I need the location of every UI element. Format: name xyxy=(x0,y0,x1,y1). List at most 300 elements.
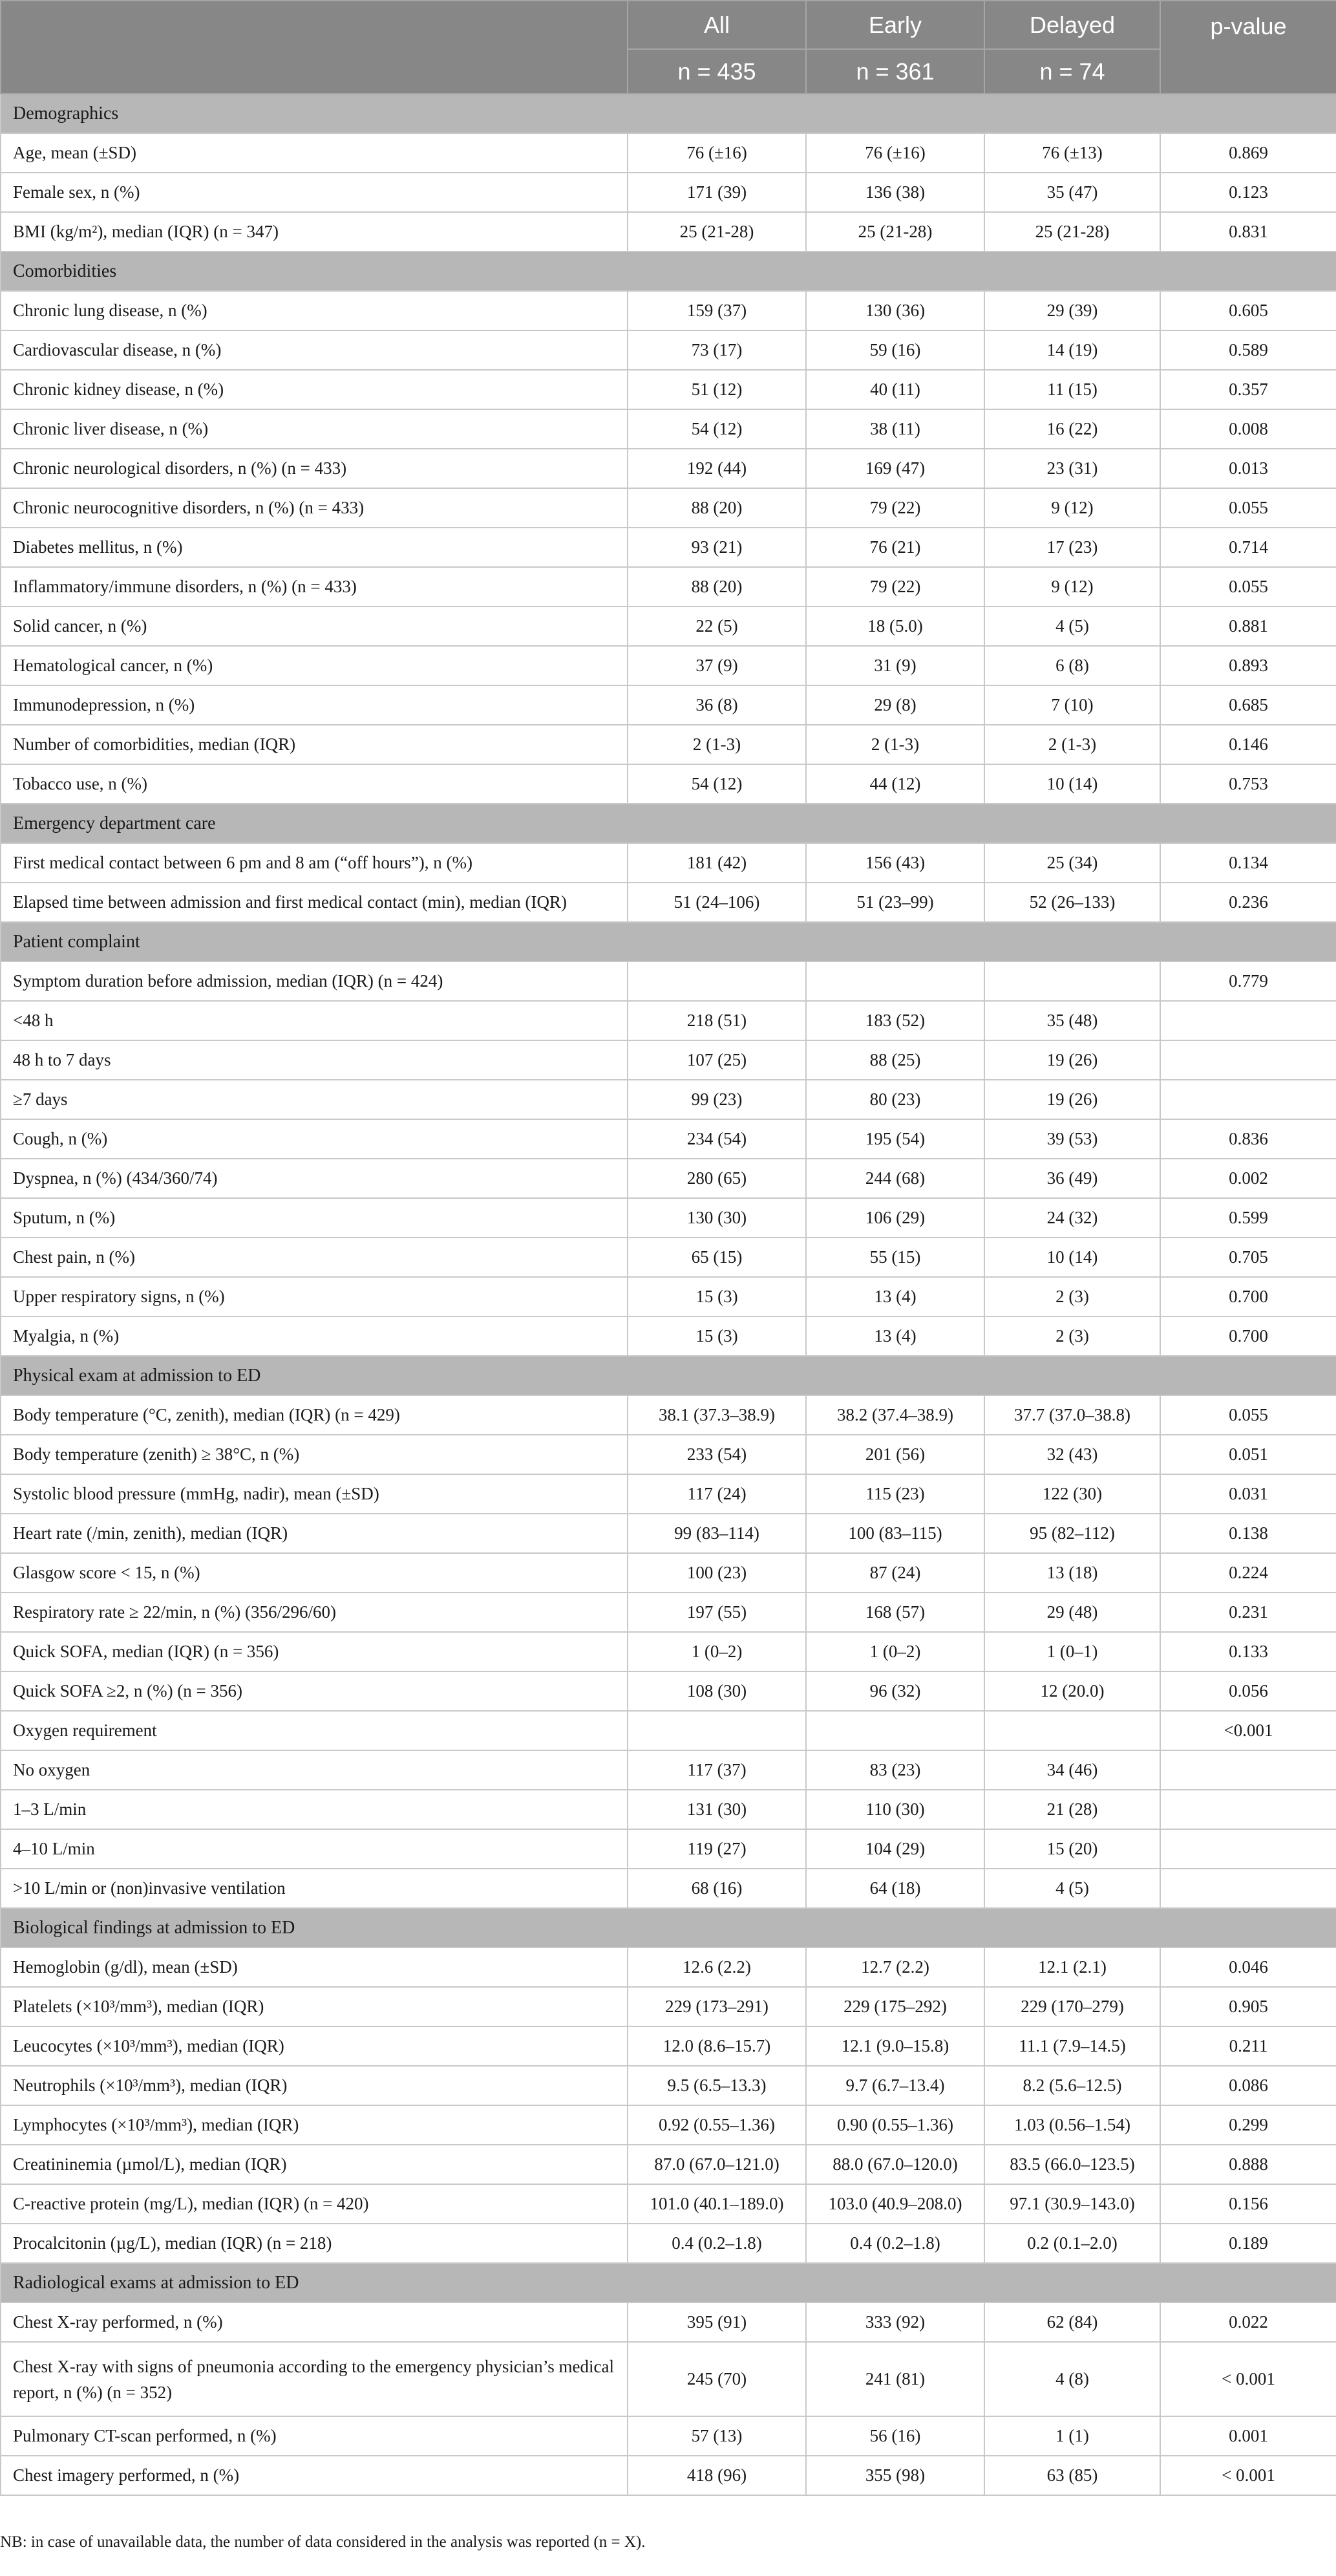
value-p: 0.700 xyxy=(1160,1277,1336,1316)
value-early: 51 (23–99) xyxy=(806,883,984,922)
value-p: 0.211 xyxy=(1160,2026,1336,2066)
value-all: 36 (8) xyxy=(628,685,806,725)
value-delayed: 14 (19) xyxy=(984,330,1160,370)
value-p: 0.869 xyxy=(1160,133,1336,173)
row-label: Chest pain, n (%) xyxy=(1,1238,628,1277)
row-label: Cough, n (%) xyxy=(1,1119,628,1159)
table-row xyxy=(1,133,1336,173)
value-delayed: 17 (23) xyxy=(984,528,1160,567)
value-delayed: 13 (18) xyxy=(984,1553,1160,1593)
value-p xyxy=(1160,1750,1336,1790)
section-title: Comorbidities xyxy=(1,252,1336,291)
table-row xyxy=(1,1829,1336,1869)
table-row xyxy=(1,961,1336,1001)
value-delayed: 6 (8) xyxy=(984,646,1160,685)
value-delayed: 76 (±13) xyxy=(984,133,1160,173)
value-p: <0.001 xyxy=(1160,1711,1336,1750)
value-all: 93 (21) xyxy=(628,528,806,567)
value-early: 40 (11) xyxy=(806,370,984,409)
value-all: 119 (27) xyxy=(628,1829,806,1869)
value-all: 25 (21-28) xyxy=(628,212,806,252)
value-delayed: 1.03 (0.56–1.54) xyxy=(984,2105,1160,2145)
value-p: 0.753 xyxy=(1160,764,1336,804)
value-all: 171 (39) xyxy=(628,173,806,212)
value-delayed: 29 (48) xyxy=(984,1593,1160,1632)
table-row xyxy=(1,1277,1336,1316)
table-row xyxy=(1,2145,1336,2184)
row-label: ≥7 days xyxy=(1,1080,628,1119)
value-delayed xyxy=(984,1711,1160,1750)
value-all: 0.4 (0.2–1.8) xyxy=(628,2224,806,2263)
table-row xyxy=(1,606,1336,646)
value-delayed: 21 (28) xyxy=(984,1790,1160,1829)
row-label: Tobacco use, n (%) xyxy=(1,764,628,804)
value-all xyxy=(628,961,806,1001)
value-p: 0.599 xyxy=(1160,1198,1336,1238)
value-p: 0.231 xyxy=(1160,1593,1336,1632)
value-p: 0.001 xyxy=(1160,2416,1336,2456)
row-label: No oxygen xyxy=(1,1750,628,1790)
value-all: 197 (55) xyxy=(628,1593,806,1632)
value-delayed: 9 (12) xyxy=(984,488,1160,528)
table-row xyxy=(1,1553,1336,1593)
value-early: 31 (9) xyxy=(806,646,984,685)
value-delayed: 4 (8) xyxy=(984,2342,1160,2416)
row-label: Leucocytes (×10³/mm³), median (IQR) xyxy=(1,2026,628,2066)
value-p: 0.705 xyxy=(1160,1238,1336,1277)
table-row xyxy=(1,1474,1336,1514)
row-label: Female sex, n (%) xyxy=(1,173,628,212)
table-row xyxy=(1,528,1336,567)
value-early: 9.7 (6.7–13.4) xyxy=(806,2066,984,2105)
table-row xyxy=(1,212,1336,252)
value-delayed: 10 (14) xyxy=(984,764,1160,804)
table-row xyxy=(1,1750,1336,1790)
value-delayed: 19 (26) xyxy=(984,1080,1160,1119)
value-p: 0.013 xyxy=(1160,449,1336,488)
row-label: Solid cancer, n (%) xyxy=(1,606,628,646)
value-delayed: 32 (43) xyxy=(984,1435,1160,1474)
header-early: Early xyxy=(806,1,984,49)
row-label: Chest X-ray with signs of pneumonia according to the emergency physician’s medical report, n (%) (n = 352) xyxy=(1,2342,628,2416)
value-early: 201 (56) xyxy=(806,1435,984,1474)
value-early: 88 (25) xyxy=(806,1040,984,1080)
value-p: 0.189 xyxy=(1160,2224,1336,2263)
value-delayed: 2 (3) xyxy=(984,1316,1160,1356)
value-all: 54 (12) xyxy=(628,409,806,449)
value-delayed: 36 (49) xyxy=(984,1159,1160,1198)
value-all: 15 (3) xyxy=(628,1277,806,1316)
value-p: 0.685 xyxy=(1160,685,1336,725)
value-early: 80 (23) xyxy=(806,1080,984,1119)
value-delayed: 25 (21-28) xyxy=(984,212,1160,252)
value-early: 241 (81) xyxy=(806,2342,984,2416)
value-all: 88 (20) xyxy=(628,567,806,606)
table-row xyxy=(1,2184,1336,2224)
value-delayed: 12.1 (2.1) xyxy=(984,1948,1160,1987)
value-early: 44 (12) xyxy=(806,764,984,804)
value-delayed: 2 (1-3) xyxy=(984,725,1160,764)
value-early xyxy=(806,1711,984,1750)
row-label: >10 L/min or (non)invasive ventilation xyxy=(1,1869,628,1908)
table-row xyxy=(1,488,1336,528)
table-row xyxy=(1,1632,1336,1671)
value-all: 1 (0–2) xyxy=(628,1632,806,1671)
value-early: 168 (57) xyxy=(806,1593,984,1632)
table-row xyxy=(1,1316,1336,1356)
section-header-row xyxy=(1,2263,1336,2302)
value-p: < 0.001 xyxy=(1160,2342,1336,2416)
value-p: 0.905 xyxy=(1160,1987,1336,2026)
value-early: 115 (23) xyxy=(806,1474,984,1514)
section-title: Physical exam at admission to ED xyxy=(1,1356,1336,1395)
table-row xyxy=(1,2224,1336,2263)
value-early: 1 (0–2) xyxy=(806,1632,984,1671)
table-row xyxy=(1,291,1336,330)
value-all: 418 (96) xyxy=(628,2456,806,2495)
value-all xyxy=(628,1711,806,1750)
table-row xyxy=(1,449,1336,488)
table-row xyxy=(1,409,1336,449)
header-delayed: Delayed xyxy=(984,1,1160,49)
value-delayed: 7 (10) xyxy=(984,685,1160,725)
value-early: 87 (24) xyxy=(806,1553,984,1593)
section-title: Demographics xyxy=(1,94,1336,133)
row-label: Pulmonary CT-scan performed, n (%) xyxy=(1,2416,628,2456)
value-delayed: 62 (84) xyxy=(984,2302,1160,2342)
value-all: 108 (30) xyxy=(628,1671,806,1711)
value-all: 130 (30) xyxy=(628,1198,806,1238)
value-all: 99 (23) xyxy=(628,1080,806,1119)
row-label: Chronic neurological disorders, n (%) (n = 433) xyxy=(1,449,628,488)
value-p: 0.123 xyxy=(1160,173,1336,212)
value-delayed: 2 (3) xyxy=(984,1277,1160,1316)
row-label: Elapsed time between admission and first medical contact (min), median (IQR) xyxy=(1,883,628,922)
section-header-row xyxy=(1,804,1336,843)
value-delayed: 11.1 (7.9–14.5) xyxy=(984,2026,1160,2066)
row-label: First medical contact between 6 pm and 8 am (“off hours”), n (%) xyxy=(1,843,628,883)
value-all: 12.0 (8.6–15.7) xyxy=(628,2026,806,2066)
value-all: 395 (91) xyxy=(628,2302,806,2342)
header-all: All xyxy=(628,1,806,49)
value-all: 218 (51) xyxy=(628,1001,806,1040)
table-row xyxy=(1,1790,1336,1829)
value-all: 37 (9) xyxy=(628,646,806,685)
table-row xyxy=(1,1040,1336,1080)
value-early: 183 (52) xyxy=(806,1001,984,1040)
row-label: Heart rate (/min, zenith), median (IQR) xyxy=(1,1514,628,1553)
value-delayed: 29 (39) xyxy=(984,291,1160,330)
row-label: Body temperature (zenith) ≥ 38°C, n (%) xyxy=(1,1435,628,1474)
table-row xyxy=(1,1395,1336,1435)
value-delayed: 95 (82–112) xyxy=(984,1514,1160,1553)
row-label: Quick SOFA, median (IQR) (n = 356) xyxy=(1,1632,628,1671)
value-early: 2 (1-3) xyxy=(806,725,984,764)
value-early: 38.2 (37.4–38.9) xyxy=(806,1395,984,1435)
header-n-delayed: n = 74 xyxy=(984,49,1160,94)
table-row xyxy=(1,1159,1336,1198)
footnote: NB: in case of unavailable data, the number of data considered in the analysis was reported (n = X). xyxy=(0,2533,646,2551)
section-title: Radiological exams at admission to ED xyxy=(1,2263,1336,2302)
value-early: 38 (11) xyxy=(806,409,984,449)
value-p: 0.888 xyxy=(1160,2145,1336,2184)
value-early: 76 (21) xyxy=(806,528,984,567)
value-all: 9.5 (6.5–13.3) xyxy=(628,2066,806,2105)
value-all: 233 (54) xyxy=(628,1435,806,1474)
value-p xyxy=(1160,1040,1336,1080)
value-early: 88.0 (67.0–120.0) xyxy=(806,2145,984,2184)
table-row xyxy=(1,1435,1336,1474)
row-label: Chronic kidney disease, n (%) xyxy=(1,370,628,409)
header-p-value: p-value xyxy=(1160,1,1336,94)
value-all: 68 (16) xyxy=(628,1869,806,1908)
row-label: Hemoglobin (g/dl), mean (±SD) xyxy=(1,1948,628,1987)
table-row xyxy=(1,2342,1336,2416)
value-early: 229 (175–292) xyxy=(806,1987,984,2026)
value-early: 244 (68) xyxy=(806,1159,984,1198)
value-delayed: 16 (22) xyxy=(984,409,1160,449)
value-delayed: 83.5 (66.0–123.5) xyxy=(984,2145,1160,2184)
value-delayed: 8.2 (5.6–12.5) xyxy=(984,2066,1160,2105)
value-all: 15 (3) xyxy=(628,1316,806,1356)
table-row xyxy=(1,2302,1336,2342)
value-all: 234 (54) xyxy=(628,1119,806,1159)
table-row xyxy=(1,1987,1336,2026)
section-header-row xyxy=(1,252,1336,291)
row-label: Procalcitonin (µg/L), median (IQR) (n = 218) xyxy=(1,2224,628,2263)
value-delayed: 1 (1) xyxy=(984,2416,1160,2456)
value-early: 110 (30) xyxy=(806,1790,984,1829)
value-delayed: 1 (0–1) xyxy=(984,1632,1160,1671)
value-early: 18 (5.0) xyxy=(806,606,984,646)
value-p: 0.133 xyxy=(1160,1632,1336,1671)
row-label: Body temperature (°C, zenith), median (IQR) (n = 429) xyxy=(1,1395,628,1435)
value-all: 38.1 (37.3–38.9) xyxy=(628,1395,806,1435)
row-label: Chronic lung disease, n (%) xyxy=(1,291,628,330)
value-early: 0.4 (0.2–1.8) xyxy=(806,2224,984,2263)
section-title: Emergency department care xyxy=(1,804,1336,843)
value-early: 96 (32) xyxy=(806,1671,984,1711)
value-early: 136 (38) xyxy=(806,173,984,212)
table-row xyxy=(1,1593,1336,1632)
value-p: 0.146 xyxy=(1160,725,1336,764)
value-all: 54 (12) xyxy=(628,764,806,804)
table-row xyxy=(1,2066,1336,2105)
value-early: 59 (16) xyxy=(806,330,984,370)
row-label: Number of comorbidities, median (IQR) xyxy=(1,725,628,764)
table-row xyxy=(1,1119,1336,1159)
value-delayed: 4 (5) xyxy=(984,1869,1160,1908)
row-label: 48 h to 7 days xyxy=(1,1040,628,1080)
row-label: Chronic liver disease, n (%) xyxy=(1,409,628,449)
section-header-row xyxy=(1,1356,1336,1395)
value-p xyxy=(1160,1001,1336,1040)
value-early: 195 (54) xyxy=(806,1119,984,1159)
value-p: 0.055 xyxy=(1160,567,1336,606)
header-empty-cell xyxy=(1,1,628,94)
table-row xyxy=(1,1869,1336,1908)
value-p: 0.589 xyxy=(1160,330,1336,370)
value-delayed: 35 (47) xyxy=(984,173,1160,212)
row-label: C-reactive protein (mg/L), median (IQR) (n = 420) xyxy=(1,2184,628,2224)
table-row xyxy=(1,173,1336,212)
value-p: 0.700 xyxy=(1160,1316,1336,1356)
value-all: 12.6 (2.2) xyxy=(628,1948,806,1987)
value-p: 0.357 xyxy=(1160,370,1336,409)
value-delayed: 4 (5) xyxy=(984,606,1160,646)
row-label: Sputum, n (%) xyxy=(1,1198,628,1238)
value-p: 0.224 xyxy=(1160,1553,1336,1593)
value-p: 0.831 xyxy=(1160,212,1336,252)
value-delayed xyxy=(984,961,1160,1001)
row-label: Creatininemia (µmol/L), median (IQR) xyxy=(1,2145,628,2184)
value-early: 13 (4) xyxy=(806,1316,984,1356)
value-delayed: 122 (30) xyxy=(984,1474,1160,1514)
section-header-row xyxy=(1,94,1336,133)
table-row xyxy=(1,1514,1336,1553)
value-p: 0.881 xyxy=(1160,606,1336,646)
row-label: Systolic blood pressure (mmHg, nadir), mean (±SD) xyxy=(1,1474,628,1514)
row-label: Hematological cancer, n (%) xyxy=(1,646,628,685)
value-all: 107 (25) xyxy=(628,1040,806,1080)
row-label: Glasgow score < 15, n (%) xyxy=(1,1553,628,1593)
value-delayed: 0.2 (0.1–2.0) xyxy=(984,2224,1160,2263)
value-delayed: 52 (26–133) xyxy=(984,883,1160,922)
value-all: 2 (1-3) xyxy=(628,725,806,764)
table-row xyxy=(1,1948,1336,1987)
table-row xyxy=(1,2456,1336,2495)
value-early: 55 (15) xyxy=(806,1238,984,1277)
value-early: 12.7 (2.2) xyxy=(806,1948,984,1987)
value-p: 0.836 xyxy=(1160,1119,1336,1159)
header-n-all: n = 435 xyxy=(628,49,806,94)
table-row xyxy=(1,2416,1336,2456)
header-row xyxy=(1,1,1336,49)
table-row xyxy=(1,843,1336,883)
value-all: 117 (37) xyxy=(628,1750,806,1790)
value-all: 280 (65) xyxy=(628,1159,806,1198)
table-row xyxy=(1,330,1336,370)
table-row xyxy=(1,1080,1336,1119)
value-early: 104 (29) xyxy=(806,1829,984,1869)
table-body xyxy=(1,94,1336,2495)
value-all: 57 (13) xyxy=(628,2416,806,2456)
table-row xyxy=(1,567,1336,606)
value-delayed: 9 (12) xyxy=(984,567,1160,606)
table-row xyxy=(1,764,1336,804)
value-early: 333 (92) xyxy=(806,2302,984,2342)
value-delayed: 37.7 (37.0–38.8) xyxy=(984,1395,1160,1435)
value-delayed: 34 (46) xyxy=(984,1750,1160,1790)
value-delayed: 15 (20) xyxy=(984,1829,1160,1869)
table-row xyxy=(1,2105,1336,2145)
row-label: Quick SOFA ≥2, n (%) (n = 356) xyxy=(1,1671,628,1711)
value-p xyxy=(1160,1080,1336,1119)
value-p: 0.008 xyxy=(1160,409,1336,449)
row-label: Chronic neurocognitive disorders, n (%) (n = 433) xyxy=(1,488,628,528)
value-all: 117 (24) xyxy=(628,1474,806,1514)
value-p: 0.236 xyxy=(1160,883,1336,922)
row-label: Platelets (×10³/mm³), median (IQR) xyxy=(1,1987,628,2026)
value-delayed: 11 (15) xyxy=(984,370,1160,409)
value-delayed: 10 (14) xyxy=(984,1238,1160,1277)
value-all: 99 (83–114) xyxy=(628,1514,806,1553)
value-early xyxy=(806,961,984,1001)
row-label: Upper respiratory signs, n (%) xyxy=(1,1277,628,1316)
row-label: Lymphocytes (×10³/mm³), median (IQR) xyxy=(1,2105,628,2145)
section-title: Biological findings at admission to ED xyxy=(1,1908,1336,1948)
value-delayed: 97.1 (30.9–143.0) xyxy=(984,2184,1160,2224)
table-row xyxy=(1,725,1336,764)
value-early: 156 (43) xyxy=(806,843,984,883)
row-label: Respiratory rate ≥ 22/min, n (%) (356/296/60) xyxy=(1,1593,628,1632)
row-label: Myalgia, n (%) xyxy=(1,1316,628,1356)
value-p: 0.055 xyxy=(1160,1395,1336,1435)
value-early: 169 (47) xyxy=(806,449,984,488)
value-early: 25 (21-28) xyxy=(806,212,984,252)
table-row xyxy=(1,883,1336,922)
table-row xyxy=(1,1711,1336,1750)
row-label: Age, mean (±SD) xyxy=(1,133,628,173)
value-all: 88 (20) xyxy=(628,488,806,528)
value-p: 0.156 xyxy=(1160,2184,1336,2224)
value-all: 192 (44) xyxy=(628,449,806,488)
row-label: Symptom duration before admission, median (IQR) (n = 424) xyxy=(1,961,628,1001)
value-all: 51 (12) xyxy=(628,370,806,409)
value-early: 12.1 (9.0–15.8) xyxy=(806,2026,984,2066)
value-p: 0.779 xyxy=(1160,961,1336,1001)
value-delayed: 12 (20.0) xyxy=(984,1671,1160,1711)
value-all: 87.0 (67.0–121.0) xyxy=(628,2145,806,2184)
value-p: 0.138 xyxy=(1160,1514,1336,1553)
value-early: 0.90 (0.55–1.36) xyxy=(806,2105,984,2145)
value-early: 355 (98) xyxy=(806,2456,984,2495)
header-n-early: n = 361 xyxy=(806,49,984,94)
value-p: 0.046 xyxy=(1160,1948,1336,1987)
value-all: 101.0 (40.1–189.0) xyxy=(628,2184,806,2224)
value-p: 0.134 xyxy=(1160,843,1336,883)
value-p: 0.056 xyxy=(1160,1671,1336,1711)
value-p: 0.022 xyxy=(1160,2302,1336,2342)
table-row xyxy=(1,646,1336,685)
value-p: 0.031 xyxy=(1160,1474,1336,1514)
value-p: 0.086 xyxy=(1160,2066,1336,2105)
value-p: 0.055 xyxy=(1160,488,1336,528)
value-all: 51 (24–106) xyxy=(628,883,806,922)
value-delayed: 229 (170–279) xyxy=(984,1987,1160,2026)
row-label: Cardiovascular disease, n (%) xyxy=(1,330,628,370)
value-early: 130 (36) xyxy=(806,291,984,330)
table-row xyxy=(1,685,1336,725)
value-delayed: 25 (34) xyxy=(984,843,1160,883)
value-all: 159 (37) xyxy=(628,291,806,330)
value-all: 181 (42) xyxy=(628,843,806,883)
row-label: Diabetes mellitus, n (%) xyxy=(1,528,628,567)
value-p: 0.051 xyxy=(1160,1435,1336,1474)
value-p xyxy=(1160,1790,1336,1829)
row-label: <48 h xyxy=(1,1001,628,1040)
value-early: 83 (23) xyxy=(806,1750,984,1790)
value-early: 64 (18) xyxy=(806,1869,984,1908)
value-p: 0.002 xyxy=(1160,1159,1336,1198)
value-early: 56 (16) xyxy=(806,2416,984,2456)
table-row xyxy=(1,1001,1336,1040)
row-label: 1–3 L/min xyxy=(1,1790,628,1829)
value-p: 0.605 xyxy=(1160,291,1336,330)
value-delayed: 39 (53) xyxy=(984,1119,1160,1159)
section-title: Patient complaint xyxy=(1,922,1336,961)
value-early: 79 (22) xyxy=(806,567,984,606)
